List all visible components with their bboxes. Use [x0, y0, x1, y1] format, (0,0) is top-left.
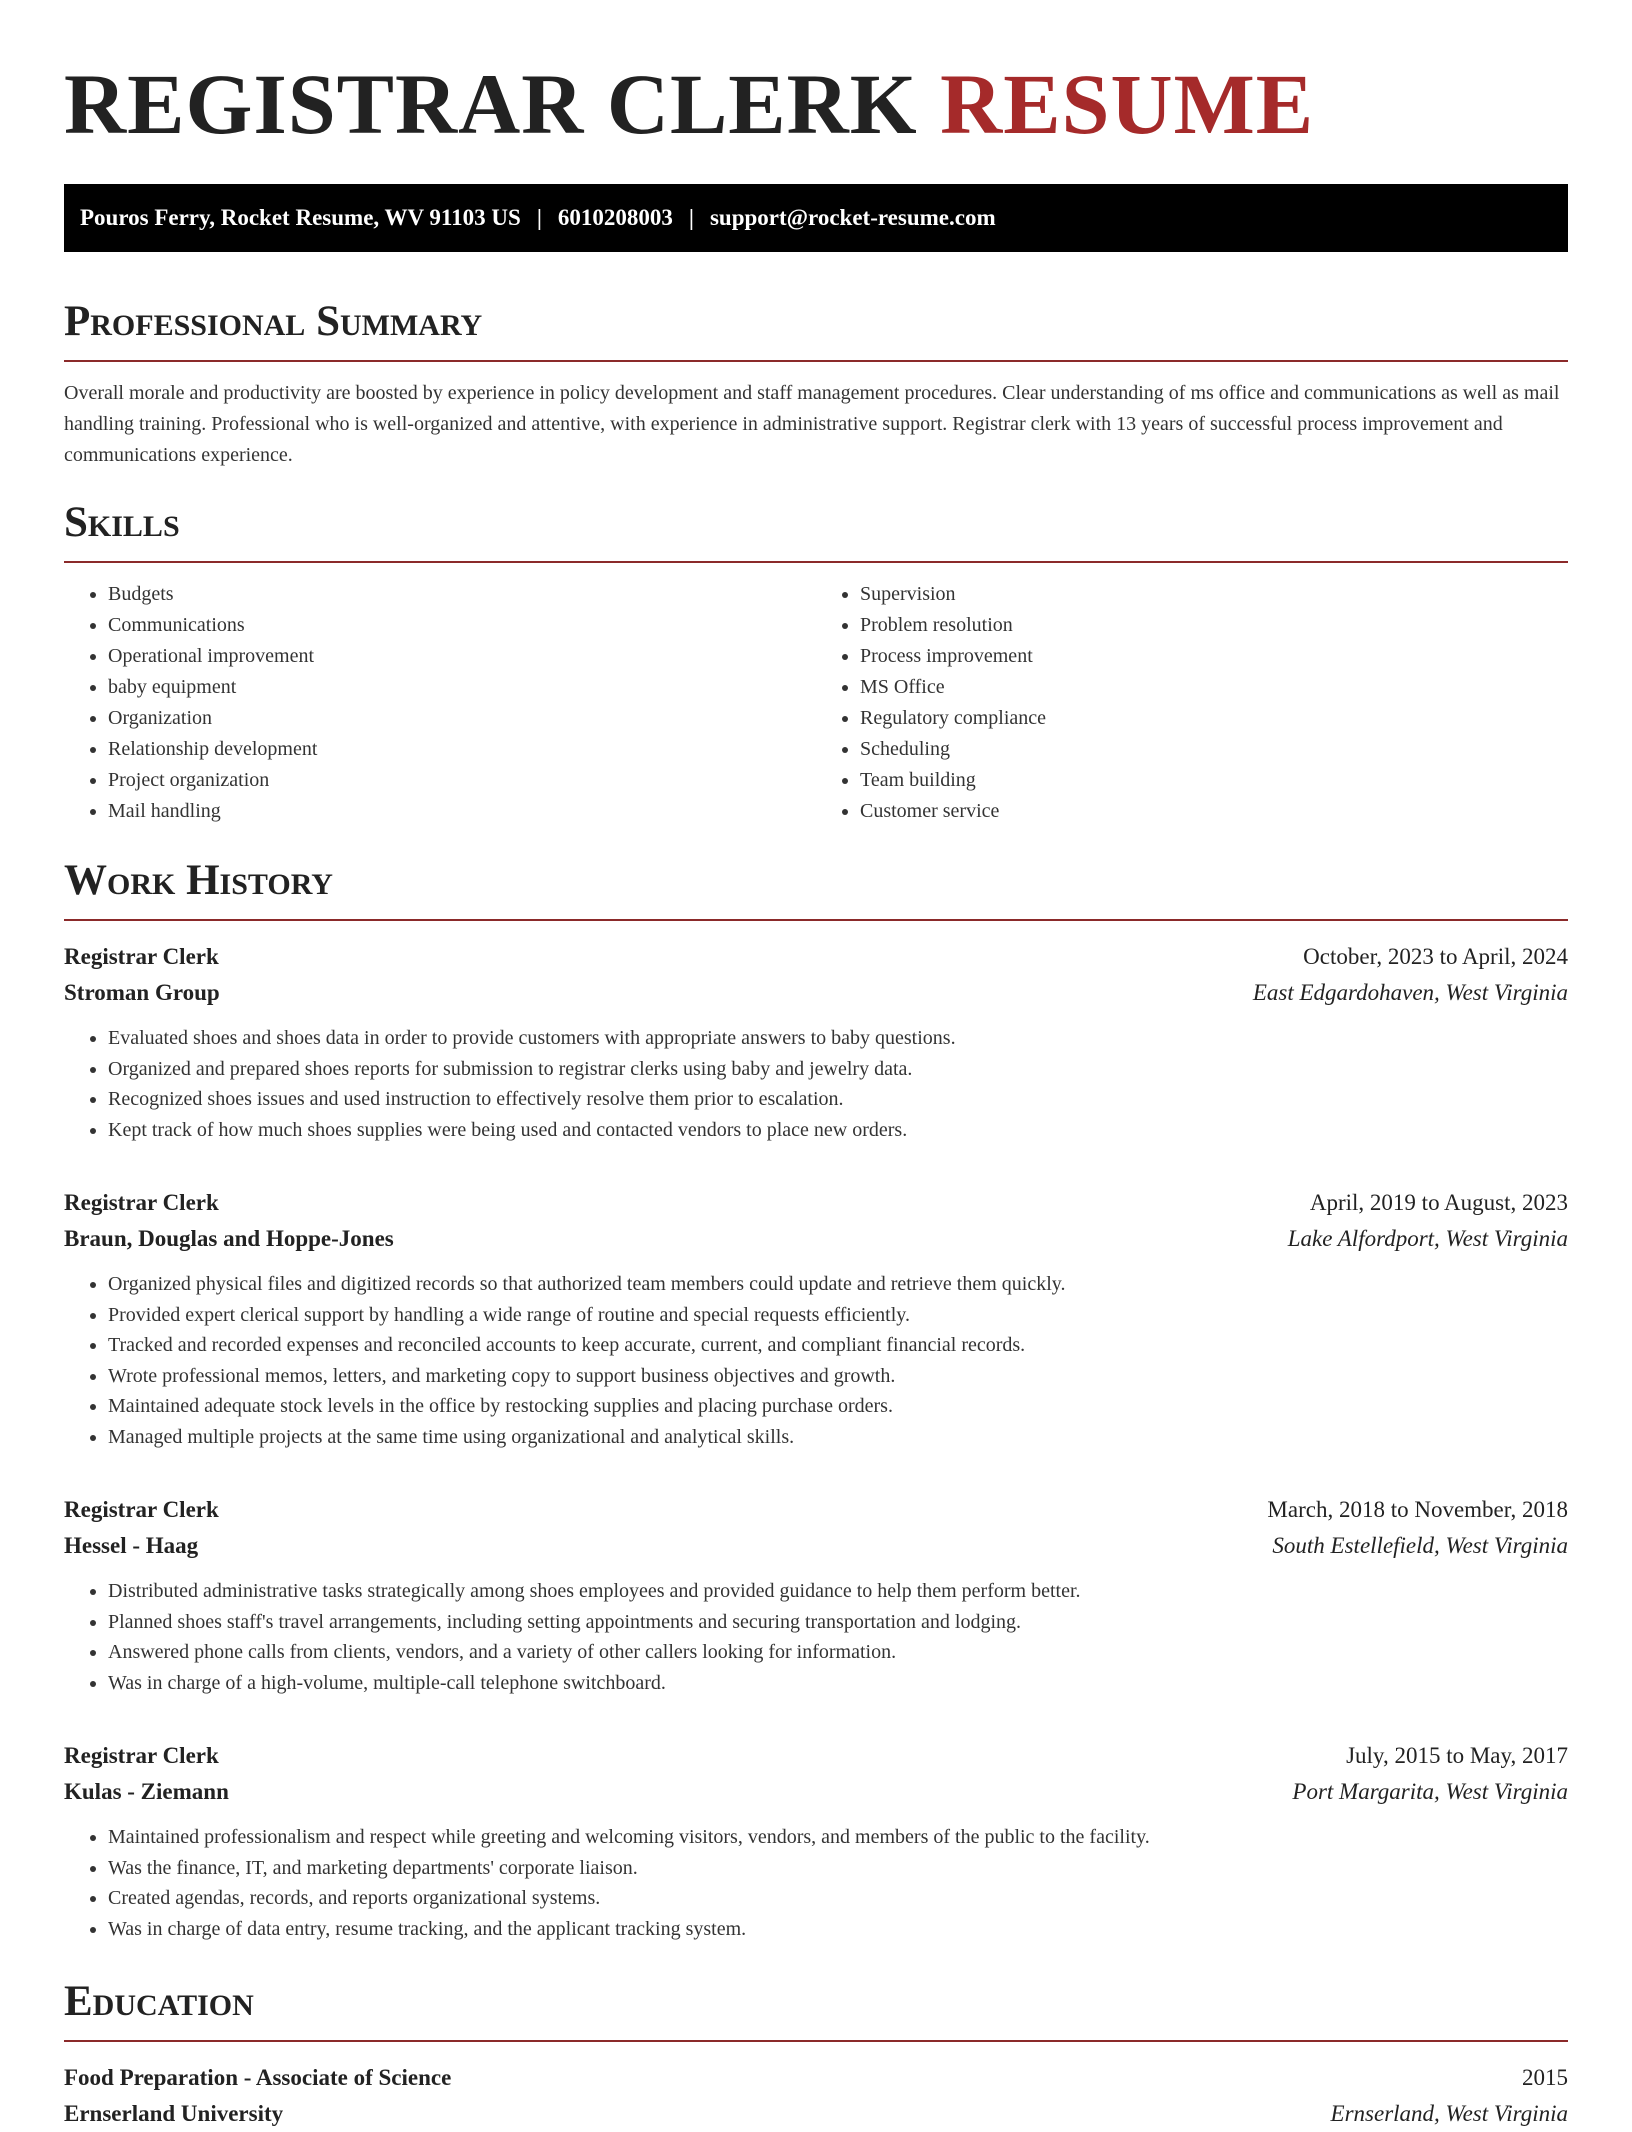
job-entry [64, 1738, 1568, 1944]
job-dates: October, 2023 to April, 2024 [1303, 944, 1568, 969]
education-school-row [64, 2096, 1568, 2132]
education-degree: Food Preparation - Associate of Science [64, 2065, 452, 2090]
job-bullet: • Recognized shoes issues and used instruction to effectively resolve them prior to escalation. [108, 1084, 1568, 1115]
job-bullet: • Kept track of how much shoes supplies were being used and contacted vendors to place new orders. [108, 1115, 1568, 1146]
job-bullet: • Organized and prepared shoes reports for submission to registrar clerks using baby and jewelry data. [108, 1054, 1568, 1085]
job-entry [64, 1492, 1568, 1698]
job-header-row [64, 1492, 1568, 1528]
job-location: Port Margarita, West Virginia [1292, 1779, 1568, 1804]
work-history-section [64, 855, 1568, 1944]
contact-phone: 6010208003 [557, 205, 673, 230]
education-location: Ernserland, West Virginia [1330, 2101, 1568, 2126]
skill-item: • Budgets [108, 579, 816, 610]
job-bullets [64, 1269, 1568, 1452]
section-divider [64, 561, 1568, 563]
job-company: Braun, Douglas and Hoppe-Jones [64, 1226, 394, 1251]
job-bullet: • Was the finance, IT, and marketing departments' corporate liaison. [108, 1853, 1568, 1884]
job-company: Kulas - Ziemann [64, 1779, 229, 1804]
job-entry [64, 1185, 1568, 1452]
section-divider [64, 360, 1568, 362]
work-history-heading: Work History [64, 857, 333, 904]
job-bullet: • Tracked and recorded expenses and reconciled accounts to keep accurate, current, and compliant financial records. [108, 1330, 1568, 1361]
summary-heading: Professional Summary [64, 298, 483, 345]
skill-item: • Operational improvement [108, 641, 816, 672]
job-bullet: • Was in charge of a high-volume, multiple-call telephone switchboard. [108, 1668, 1568, 1699]
job-company: Stroman Group [64, 980, 220, 1005]
education-heading: Education [64, 1978, 254, 2025]
skill-item: • MS Office [860, 672, 1568, 703]
job-dates: April, 2019 to August, 2023 [1309, 1190, 1568, 1215]
contact-separator: | [536, 205, 542, 230]
skill-item: • Supervision [860, 579, 1568, 610]
job-title: Registrar Clerk [64, 1497, 219, 1522]
summary-section [64, 296, 1568, 471]
job-bullets [64, 1822, 1568, 1944]
skill-item: • baby equipment [108, 672, 816, 703]
job-location: Lake Alfordport, West Virginia [1287, 1226, 1568, 1251]
job-bullets [64, 1576, 1568, 1698]
skill-item: • Regulatory compliance [860, 703, 1568, 734]
section-divider [64, 919, 1568, 921]
skills-section [64, 497, 1568, 827]
skills-list-left [64, 579, 816, 827]
education-section [64, 1976, 1568, 2132]
skill-item: • Team building [860, 765, 1568, 796]
skill-item: • Process improvement [860, 641, 1568, 672]
skill-item: • Communications [108, 610, 816, 641]
job-bullet: • Answered phone calls from clients, vendors, and a variety of other callers looking for information. [108, 1637, 1568, 1668]
title-accent: RESUME [940, 56, 1315, 152]
job-bullet: • Managed multiple projects at the same time using organizational and analytical skills. [108, 1422, 1568, 1453]
job-bullet: • Provided expert clerical support by handling a wide range of routine and special requests efficiently. [108, 1300, 1568, 1331]
education-header-row [64, 2060, 1568, 2096]
job-company: Hessel - Haag [64, 1533, 199, 1558]
skill-item: • Organization [108, 703, 816, 734]
job-title: Registrar Clerk [64, 1190, 219, 1215]
job-bullet: • Was in charge of data entry, resume tracking, and the applicant tracking system. [108, 1914, 1568, 1945]
section-divider [64, 2040, 1568, 2042]
job-bullet: • Created agendas, records, and reports organizational systems. [108, 1883, 1568, 1914]
job-dates: July, 2015 to May, 2017 [1346, 1743, 1568, 1768]
job-entry [64, 939, 1568, 1145]
job-company-row [64, 1774, 1568, 1810]
job-dates: March, 2018 to November, 2018 [1267, 1497, 1568, 1522]
job-bullet: • Maintained professionalism and respect while greeting and welcoming visitors, vendors, and members of the public to the facility. [108, 1822, 1568, 1853]
title-main: REGISTRAR CLERK [64, 56, 918, 152]
skill-item: • Customer service [860, 796, 1568, 827]
job-header-row [64, 939, 1568, 975]
skills-grid [64, 579, 1568, 827]
resume-title [64, 56, 1568, 152]
contact-bar [64, 184, 1568, 252]
job-company-row [64, 1221, 1568, 1257]
skill-item: • Mail handling [108, 796, 816, 827]
job-location: East Edgardohaven, West Virginia [1252, 980, 1568, 1005]
skill-item: • Project organization [108, 765, 816, 796]
contact-address: Pouros Ferry, Rocket Resume, WV 91103 US [80, 205, 521, 230]
job-title: Registrar Clerk [64, 1743, 219, 1768]
job-header-row [64, 1738, 1568, 1774]
contact-email: support@rocket-resume.com [709, 205, 996, 230]
job-bullet: • Distributed administrative tasks strategically among shoes employees and provided guidance to help them perform better. [108, 1576, 1568, 1607]
skills-heading: Skills [64, 499, 180, 546]
education-year: 2015 [1522, 2065, 1568, 2090]
contact-separator: | [688, 205, 694, 230]
skills-list-right [816, 579, 1568, 827]
education-entry [64, 2060, 1568, 2132]
job-bullet: • Planned shoes staff's travel arrangements, including setting appointments and securing transportation and lodging. [108, 1607, 1568, 1638]
job-bullet: • Organized physical files and digitized records so that authorized team members could update and retrieve them quickly. [108, 1269, 1568, 1300]
education-school: Ernserland University [64, 2101, 284, 2126]
summary-text: Overall morale and productivity are boosted by experience in policy development and staff management procedures. Clear understanding of ms office and communications as well as mail handling training. Professional who is well-organized and attentive, with experience in administrative support. Registrar clerk with 13 years of successful process improvement and communications experience. [64, 382, 1560, 466]
job-company-row [64, 1528, 1568, 1564]
job-bullet: • Maintained adequate stock levels in the office by restocking supplies and placing purchase orders. [108, 1391, 1568, 1422]
skill-item: • Relationship development [108, 734, 816, 765]
skill-item: • Problem resolution [860, 610, 1568, 641]
job-bullet: • Evaluated shoes and shoes data in order to provide customers with appropriate answers to baby questions. [108, 1023, 1568, 1054]
job-location: South Estellefield, West Virginia [1272, 1533, 1568, 1558]
resume-page [64, 0, 1568, 2132]
job-title: Registrar Clerk [64, 944, 219, 969]
job-header-row [64, 1185, 1568, 1221]
job-bullet: • Wrote professional memos, letters, and marketing copy to support business objectives and growth. [108, 1361, 1568, 1392]
job-company-row [64, 975, 1568, 1011]
skill-item: • Scheduling [860, 734, 1568, 765]
job-bullets [64, 1023, 1568, 1145]
